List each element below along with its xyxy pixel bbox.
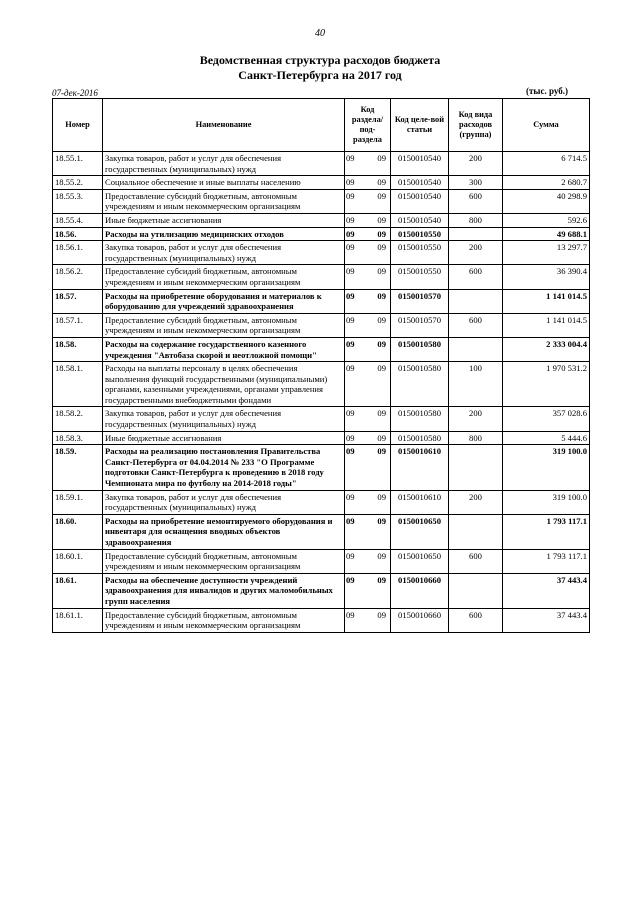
table-row	[53, 337, 590, 361]
row-subsection-part: 09	[377, 290, 386, 301]
row-name: Предоставление субсидий бюджетным, автономным учреждениям и иным некоммерческим организациям	[103, 549, 345, 573]
row-subsection-part: 09	[377, 550, 386, 561]
row-number: 18.59.1.	[53, 490, 103, 514]
row-name: Расходы на обеспечение доступности учреждений здравоохранения для инвалидов и других маломобильных групп населения	[103, 573, 345, 608]
row-section	[345, 313, 391, 337]
row-name: Иные бюджетные ассигнования	[103, 431, 345, 445]
units-label: (тыс. руб.)	[526, 86, 568, 96]
row-name: Расходы на приобретение оборудования и материалов к оборудованию для учреждений здравоохранения	[103, 289, 345, 313]
row-section	[345, 337, 391, 361]
row-section-part: 09	[346, 228, 355, 239]
header-number: Номер	[53, 99, 103, 152]
table-row	[53, 362, 590, 407]
table-row	[53, 313, 590, 337]
table-row	[53, 152, 590, 176]
row-section-part: 09	[346, 446, 355, 457]
row-section-part: 09	[346, 266, 355, 277]
row-type: 600	[449, 189, 503, 213]
row-number: 18.61.1.	[53, 608, 103, 632]
row-section-part: 09	[346, 190, 355, 201]
table-row	[53, 608, 590, 632]
row-section-part: 09	[346, 408, 355, 419]
row-amount: 319 100.0	[503, 490, 590, 514]
row-name: Закупка товаров, работ и услуг для обеспечения государственных (муниципальных) нужд	[103, 152, 345, 176]
row-type	[449, 337, 503, 361]
row-section-part: 09	[346, 550, 355, 561]
row-section	[345, 431, 391, 445]
row-section-part: 09	[346, 338, 355, 349]
row-number: 18.57.1.	[53, 313, 103, 337]
row-section-part: 09	[346, 242, 355, 253]
row-amount: 36 390.4	[503, 265, 590, 289]
row-subsection-part: 09	[377, 338, 386, 349]
row-number: 18.61.	[53, 573, 103, 608]
table-row	[53, 514, 590, 549]
row-type: 200	[449, 490, 503, 514]
row-section-part: 09	[346, 515, 355, 526]
row-target: 0150010550	[391, 227, 449, 241]
row-section	[345, 445, 391, 490]
header-type: Код вида расходов (группа)	[449, 99, 503, 152]
row-section-part: 09	[346, 214, 355, 225]
row-subsection-part: 09	[377, 266, 386, 277]
document-date: 07-дек-2016	[52, 88, 98, 98]
table-row	[53, 445, 590, 490]
row-section-part: 09	[346, 363, 355, 374]
row-section	[345, 490, 391, 514]
table-body	[53, 152, 590, 633]
row-target: 0150010550	[391, 265, 449, 289]
row-number: 18.60.	[53, 514, 103, 549]
row-section-part: 09	[346, 153, 355, 163]
row-section	[345, 608, 391, 632]
row-amount: 2 680.7	[503, 176, 590, 190]
row-type	[449, 445, 503, 490]
row-amount: 1 970 531.2	[503, 362, 590, 407]
row-subsection-part: 09	[377, 314, 386, 325]
row-subsection-part: 09	[377, 491, 386, 502]
header-name: Наименование	[103, 99, 345, 152]
table-row	[53, 176, 590, 190]
row-target: 0150010550	[391, 241, 449, 265]
row-type	[449, 289, 503, 313]
row-name: Социальное обеспечение и иные выплаты населению	[103, 176, 345, 190]
row-amount: 5 444.6	[503, 431, 590, 445]
row-name: Предоставление субсидий бюджетным, автономным учреждениям и иным некоммерческим организациям	[103, 313, 345, 337]
row-target: 0150010580	[391, 337, 449, 361]
row-type: 300	[449, 176, 503, 190]
row-subsection-part: 09	[377, 408, 386, 419]
row-type: 100	[449, 362, 503, 407]
row-section	[345, 265, 391, 289]
row-target: 0150010660	[391, 608, 449, 632]
row-amount: 1 793 117.1	[503, 514, 590, 549]
title-line-1: Ведомственная структура расходов бюджета	[199, 53, 441, 67]
row-amount: 40 298.9	[503, 189, 590, 213]
row-name: Закупка товаров, работ и услуг для обеспечения государственных (муниципальных) нужд	[103, 407, 345, 431]
row-subsection-part: 09	[377, 609, 386, 620]
header-target: Код целе-вой статьи	[391, 99, 449, 152]
row-subsection-part: 09	[377, 214, 386, 225]
row-type: 600	[449, 313, 503, 337]
row-type: 200	[449, 241, 503, 265]
row-subsection-part: 09	[377, 363, 386, 374]
row-name: Расходы на приобретение немонтируемого оборудования и инвентаря для оснащения вводных объектов здравоохранения	[103, 514, 345, 549]
row-section-part: 09	[346, 314, 355, 325]
table-row	[53, 431, 590, 445]
row-name: Расходы на выплаты персоналу в целях обеспечения выполнения функций государственными (муниципальными) органами, казенными учреждениями, органами управления государственными внебюджетными фондами	[103, 362, 345, 407]
row-subsection-part: 09	[377, 242, 386, 253]
row-target: 0150010580	[391, 362, 449, 407]
row-section	[345, 514, 391, 549]
row-amount: 1 141 014.5	[503, 313, 590, 337]
table-row	[53, 407, 590, 431]
row-name: Иные бюджетные ассигнования	[103, 213, 345, 227]
row-target: 0150010540	[391, 189, 449, 213]
row-section-part: 09	[346, 290, 355, 301]
row-number: 18.59.	[53, 445, 103, 490]
row-target: 0150010610	[391, 490, 449, 514]
page-number: 40	[315, 28, 325, 39]
row-section	[345, 189, 391, 213]
row-number: 18.55.4.	[53, 213, 103, 227]
row-type: 200	[449, 407, 503, 431]
row-target: 0150010540	[391, 213, 449, 227]
row-number: 18.56.1.	[53, 241, 103, 265]
row-number: 18.55.3.	[53, 189, 103, 213]
row-amount: 49 688.1	[503, 227, 590, 241]
row-amount: 13 297.7	[503, 241, 590, 265]
row-amount: 6 714.5	[503, 152, 590, 176]
table-row	[53, 549, 590, 573]
row-target: 0150010580	[391, 407, 449, 431]
row-number: 18.58.2.	[53, 407, 103, 431]
row-name: Расходы на утилизацию медицинских отходов	[103, 227, 345, 241]
row-type: 800	[449, 213, 503, 227]
table-header-row	[53, 99, 590, 152]
row-subsection-part: 09	[377, 574, 386, 585]
row-target: 0150010540	[391, 176, 449, 190]
row-number: 18.55.2.	[53, 176, 103, 190]
row-name: Предоставление субсидий бюджетным, автономным учреждениям и иным некоммерческим организациям	[103, 265, 345, 289]
row-subsection-part: 09	[377, 190, 386, 201]
row-target: 0150010650	[391, 549, 449, 573]
row-type: 200	[449, 152, 503, 176]
row-name: Расходы на реализацию постановления Правительства Санкт-Петербурга от 04.04.2014 № 233 "О Программе подготовки Санкт-Петербурга к проведению в 2018 году Чемпионата мира по футболу на 2014-2018 годы"	[103, 445, 345, 490]
row-amount: 2 333 004.4	[503, 337, 590, 361]
row-section	[345, 152, 391, 176]
row-section	[345, 176, 391, 190]
row-type	[449, 514, 503, 549]
table-row	[53, 189, 590, 213]
row-number: 18.58.1.	[53, 362, 103, 407]
row-subsection-part: 09	[377, 177, 386, 188]
title-line-2: Санкт-Петербурга на 2017 год	[238, 68, 402, 82]
row-section	[345, 227, 391, 241]
row-amount: 592.6	[503, 213, 590, 227]
table-row	[53, 227, 590, 241]
row-name: Расходы на содержание государственного казенного учреждения "Автобаза скорой и неотложной помощи"	[103, 337, 345, 361]
row-section	[345, 241, 391, 265]
row-section	[345, 407, 391, 431]
row-amount: 37 443.4	[503, 608, 590, 632]
row-amount: 1 141 014.5	[503, 289, 590, 313]
row-type: 600	[449, 549, 503, 573]
row-section	[345, 213, 391, 227]
row-name: Закупка товаров, работ и услуг для обеспечения государственных (муниципальных) нужд	[103, 241, 345, 265]
row-section-part: 09	[346, 609, 355, 620]
row-amount: 319 100.0	[503, 445, 590, 490]
header-section: Код раздела/ под-раздела	[345, 99, 391, 152]
table-row	[53, 213, 590, 227]
table-row	[53, 289, 590, 313]
row-subsection-part: 09	[377, 515, 386, 526]
budget-table	[52, 98, 590, 633]
table-row	[53, 573, 590, 608]
row-section	[345, 549, 391, 573]
table-row	[53, 265, 590, 289]
table-row	[53, 241, 590, 265]
row-name: Предоставление субсидий бюджетным, автономным учреждениям и иным некоммерческим организациям	[103, 608, 345, 632]
header-amount: Сумма	[503, 99, 590, 152]
row-subsection-part: 09	[377, 228, 386, 239]
row-number: 18.56.	[53, 227, 103, 241]
row-number: 18.56.2.	[53, 265, 103, 289]
row-target: 0150010610	[391, 445, 449, 490]
row-subsection-part: 09	[377, 432, 386, 443]
row-section	[345, 362, 391, 407]
row-name: Закупка товаров, работ и услуг для обеспечения государственных (муниципальных) нужд	[103, 490, 345, 514]
row-target: 0150010570	[391, 289, 449, 313]
row-section-part: 09	[346, 177, 355, 188]
row-section	[345, 289, 391, 313]
row-number: 18.58.3.	[53, 431, 103, 445]
row-type: 600	[449, 265, 503, 289]
row-target: 0150010660	[391, 573, 449, 608]
row-type	[449, 573, 503, 608]
row-target: 0150010650	[391, 514, 449, 549]
row-target: 0150010570	[391, 313, 449, 337]
table-row	[53, 490, 590, 514]
row-section-part: 09	[346, 432, 355, 443]
row-number: 18.55.1.	[53, 152, 103, 176]
row-subsection-part: 09	[377, 446, 386, 457]
row-name: Предоставление субсидий бюджетным, автономным учреждениям и иным некоммерческим организациям	[103, 189, 345, 213]
row-amount: 37 443.4	[503, 573, 590, 608]
row-number: 18.60.1.	[53, 549, 103, 573]
row-type: 800	[449, 431, 503, 445]
row-type	[449, 227, 503, 241]
row-target: 0150010580	[391, 431, 449, 445]
row-section-part: 09	[346, 574, 355, 585]
row-target: 0150010540	[391, 152, 449, 176]
row-amount: 1 793 117.1	[503, 549, 590, 573]
row-amount: 357 028.6	[503, 407, 590, 431]
row-number: 18.57.	[53, 289, 103, 313]
row-number: 18.58.	[53, 337, 103, 361]
document-title	[0, 53, 640, 83]
row-subsection-part: 09	[377, 153, 386, 163]
row-section-part: 09	[346, 491, 355, 502]
row-section	[345, 573, 391, 608]
row-type: 600	[449, 608, 503, 632]
